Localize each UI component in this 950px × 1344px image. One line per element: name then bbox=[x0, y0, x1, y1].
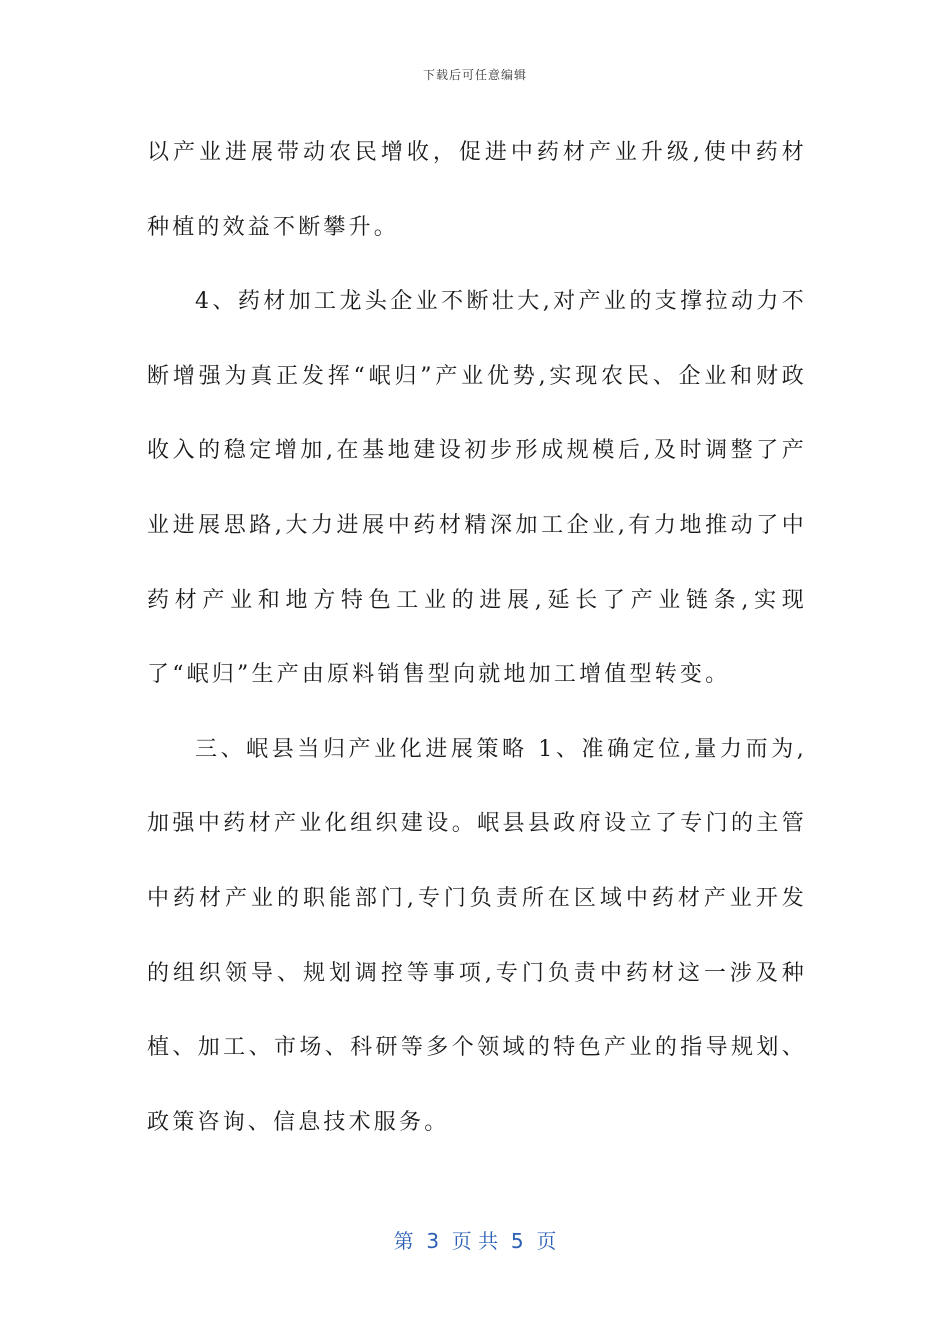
paragraph-processing-enterprises: 4、药材加工龙头企业不断壮大,对产业的支撑拉动力不断增强为真正发挥“岷归”产业优势,实现农民、企业和财政收入的稳定增加,在基地建设初步形成规模后,及时调整了产业进展思路,大力进展中药材精深加工企业,有力地推动了中药材产业和地方特色工业的进展,延长了产业链条,实现了“岷归”生产由原料销售型向就地加工增值型转变。 bbox=[147, 289, 807, 688]
page-number: 第 3 页 共 5 页 bbox=[393, 1229, 557, 1253]
paragraph-continuation: 以产业进展带动农民增收，促进中药材产业升级,使中药材种植的效益不断攀升。 bbox=[147, 140, 807, 240]
page-header-note: 下载后可任意编辑 bbox=[422, 68, 527, 82]
document-body bbox=[147, 116, 807, 1160]
paragraph-industrialization-strategy: 三、岷县当归产业化进展策略 1、准确定位,量力而为,加强中药材产业化组织建设。岷县县政府设立了专门的主管中药材产业的职能部门,专门负责所在区域中药材产业开发的组织领导、规划调控等事项,专门负责中药材这一涉及种植、加工、市场、科研等多个领域的特色产业的指导规划、政策咨询、信息技术服务。 bbox=[147, 736, 807, 1135]
